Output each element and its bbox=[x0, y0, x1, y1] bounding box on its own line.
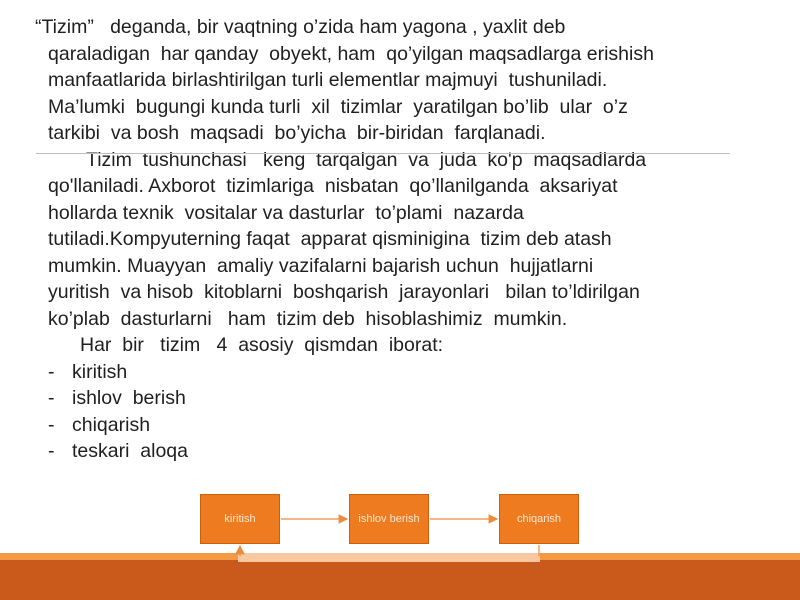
footer-band-highlight bbox=[238, 553, 540, 562]
text-line: manfaatlarida birlashtirilgan turli elementlar majmuyi tushuniladi. bbox=[48, 69, 608, 91]
paragraph-parts-intro: Har bir tizim 4 asosiy qismdan iborat: bbox=[80, 334, 444, 356]
flow-box-processing: ishlov berish bbox=[349, 494, 429, 544]
text-line: yuritish va hisob kitoblarni boshqarish jarayonlari bilan to’ldirilgan bbox=[48, 281, 640, 303]
text-line: hollarda texnik vositalar va dasturlar to’plami nazarda bbox=[48, 201, 524, 224]
parts-list bbox=[48, 359, 768, 465]
paragraph-definition bbox=[35, 14, 768, 147]
text-block bbox=[35, 14, 768, 465]
list-dash: - bbox=[48, 360, 55, 383]
text-line: “Tizim” deganda, bir vaqtning o’zida ham yagona , yaxlit deb bbox=[35, 16, 566, 38]
flow-box-output: chiqarish bbox=[499, 494, 579, 544]
list-item bbox=[48, 412, 768, 439]
list-item bbox=[48, 359, 768, 386]
list-item-label: kiritish bbox=[72, 360, 128, 383]
text-line: ko’plab dasturlarni ham tizim deb hisoblashimiz mumkin. bbox=[48, 307, 568, 330]
list-item-label: chiqarish bbox=[72, 413, 151, 436]
list-dash: - bbox=[48, 413, 55, 436]
list-item bbox=[48, 438, 768, 465]
list-item-label: ishlov berish bbox=[72, 387, 186, 409]
list-item-label: teskari aloqa bbox=[72, 440, 188, 462]
flow-box-input: kiritish bbox=[200, 494, 280, 544]
footer-band bbox=[0, 560, 800, 600]
text-line: qaraladigan har qanday obyekt, ham qo’yilgan maqsadlarga erishish bbox=[48, 42, 654, 65]
text-line: tarkibi va bosh maqsadi bo’yicha bir-biridan farqlanadi. bbox=[48, 122, 546, 144]
paragraph-concept bbox=[48, 147, 768, 333]
divider-line bbox=[36, 153, 730, 154]
list-dash: - bbox=[48, 440, 55, 462]
text-line: tutiladi.Kompyuterning faqat apparat qisminigina tizim deb atash bbox=[48, 228, 612, 250]
text-line: Ma’lumki bugungi kunda turli xil tizimlar yaratilgan bo’lib ular o’z bbox=[48, 95, 628, 118]
text-line: Tizim tushunchasi keng tarqalgan va juda ko'p maqsadlarda bbox=[86, 148, 647, 171]
list-dash: - bbox=[48, 387, 55, 409]
text-line: mumkin. Muayyan amaliy vazifalarni bajarish uchun hujjatlarni bbox=[48, 254, 594, 277]
text-line: qo'llaniladi. Axborot tizimlariga nisbatan qo’llanilganda aksariyat bbox=[48, 175, 618, 197]
list-item bbox=[48, 385, 768, 412]
